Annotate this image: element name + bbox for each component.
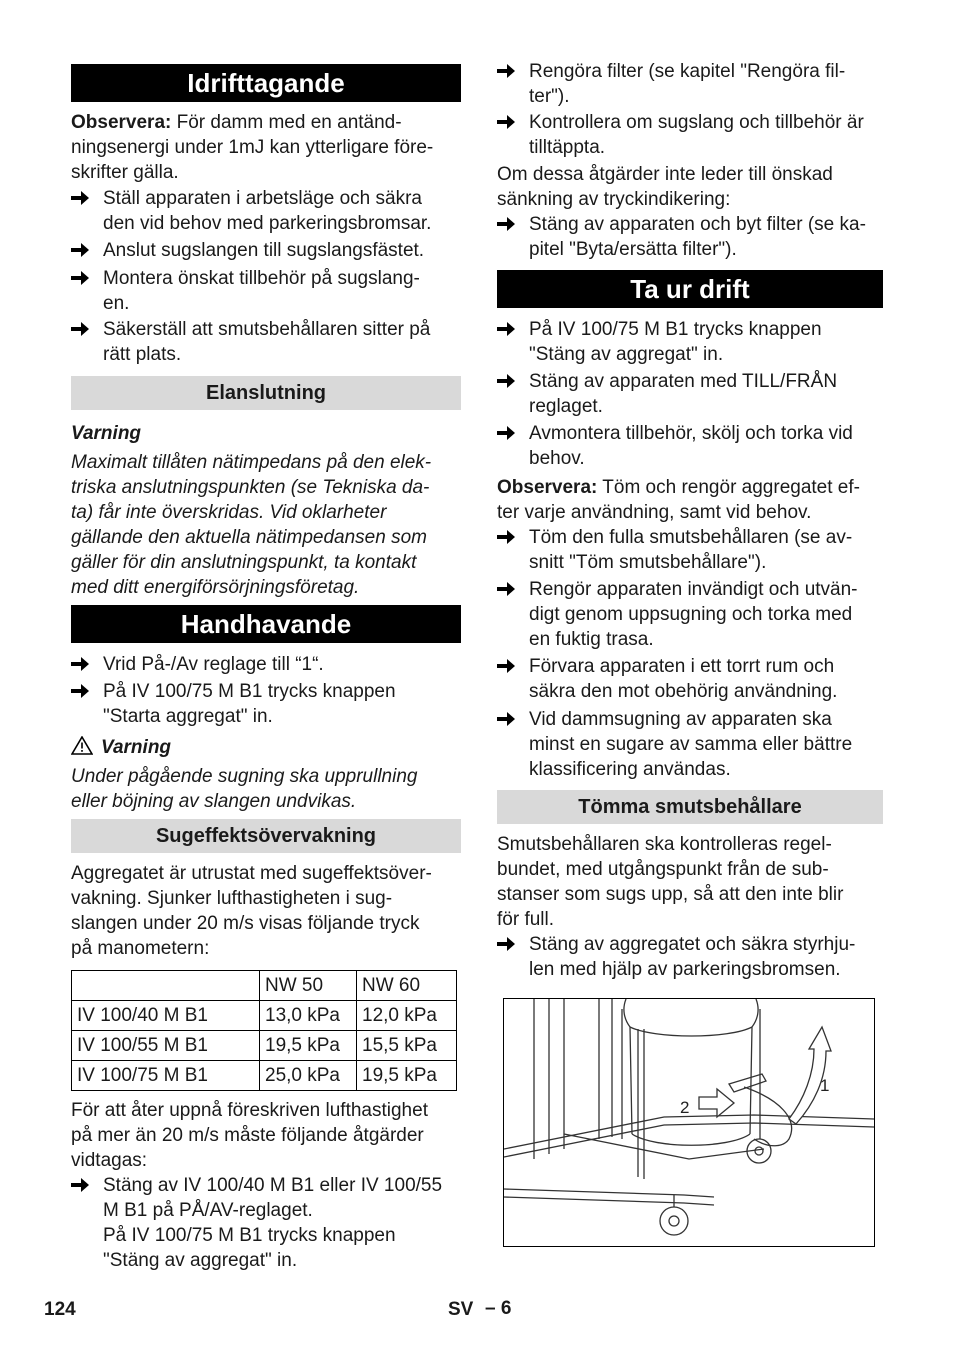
table-header-cell: NW 60 <box>357 971 457 1001</box>
heading-idrifttagande: Idrifttagande <box>71 64 461 102</box>
table-row <box>72 1061 457 1091</box>
list-item <box>497 932 883 982</box>
paragraph-line: Om dessa åtgärder inte leder till önskad <box>497 164 833 185</box>
list-item <box>497 212 883 262</box>
note-paragraph <box>497 475 883 525</box>
arrow-icon <box>497 421 519 440</box>
list-item-line: snitt "Töm smutsbehållare"). <box>529 552 767 573</box>
list-item-line: Stäng av apparaten med TILL/FRÅN <box>529 371 838 392</box>
note-line: Töm och rengör aggregatet ef- <box>597 477 860 498</box>
list-item <box>497 369 883 419</box>
list-item <box>497 421 883 471</box>
note-line: skrifter gälla. <box>71 162 179 183</box>
arrow-icon <box>71 679 93 698</box>
table-cell: 12,0 kPa <box>357 1001 457 1031</box>
paragraph <box>497 162 883 212</box>
arrow-icon <box>497 212 519 231</box>
list-item-line: behov. <box>529 448 585 469</box>
table-header-row <box>72 971 457 1001</box>
language-code: SV <box>448 1299 474 1320</box>
list-item-line: På IV 100/75 M B1 trycks knappen <box>529 319 822 340</box>
list-item-line: den vid behov med parkeringsbromsar. <box>103 213 432 234</box>
paragraph-line: på manometern: <box>71 938 210 959</box>
arrow-icon <box>71 186 93 205</box>
list-item-line: Montera önskat tillbehör på sugslang- <box>103 268 420 289</box>
list-item <box>71 652 461 677</box>
table-cell: 13,0 kPa <box>260 1001 357 1031</box>
warning-line: triska anslutningspunkten (se Tekniska da- <box>71 477 430 498</box>
paragraph-line: bundet, med utgångspunkt från de sub- <box>497 859 829 880</box>
list-item-line: Kontrollera om sugslang och tillbehör är <box>529 112 864 133</box>
warning-line: eller böjning av slangen undvikas. <box>71 791 357 812</box>
list-item-line: "Stäng av aggregat" in. <box>529 344 724 365</box>
paragraph-line: Aggregatet är utrustat med sugeffektsöver- <box>71 863 432 884</box>
section-page: – 6 <box>485 1298 512 1319</box>
table-cell: IV 100/55 M B1 <box>72 1031 260 1061</box>
list-item <box>497 654 883 704</box>
list-item-line: en. <box>103 293 130 314</box>
list-item <box>497 110 883 160</box>
list-item-line: tilltäppta. <box>529 137 606 158</box>
paragraph-line: Smutsbehållaren ska kontrolleras regel- <box>497 834 832 855</box>
list-item-line: M B1 på PÅ/AV-reglaget. <box>103 1200 313 1221</box>
list-item <box>497 707 883 782</box>
arrow-icon <box>71 238 93 257</box>
pressure-table <box>71 970 457 1091</box>
figure-label-1: 1 <box>820 1076 830 1095</box>
paragraph-line: sänkning av tryckindikering: <box>497 189 731 210</box>
warning-line: gäller för din anslutningspunkt, ta kontakt <box>71 552 417 573</box>
list-item <box>497 317 883 367</box>
warning-title <box>71 735 171 760</box>
warning-line: med ditt energiförsörjningsföretag. <box>71 577 360 598</box>
list-item-line: rätt plats. <box>103 344 182 365</box>
table-cell: 19,5 kPa <box>357 1061 457 1091</box>
list-item-line: Förvara apparaten i ett torrt rum och <box>529 656 835 677</box>
warning-triangle-icon <box>71 736 93 755</box>
warning-title-text: Varning <box>101 737 172 758</box>
list-item-line: pitel "Byta/ersätta filter"). <box>529 239 737 260</box>
list-item-line: minst en sugare av samma eller bättre <box>529 734 853 755</box>
list-item-line: Stäng av IV 100/40 M B1 eller IV 100/55 <box>103 1175 443 1196</box>
arrow-icon <box>71 652 93 671</box>
note-label: Observera: <box>71 112 172 133</box>
table-cell: 25,0 kPa <box>260 1061 357 1091</box>
arrow-icon <box>497 59 519 78</box>
list-item-line: Rengöra filter (se kapitel "Rengöra fil- <box>529 61 846 82</box>
arrow-icon <box>497 317 519 336</box>
arrow-icon <box>497 525 519 544</box>
list-item-line: ter"). <box>529 86 570 107</box>
heading-handhavande: Handhavande <box>71 605 461 643</box>
paragraph-line: slangen under 20 m/s visas följande tryck <box>71 913 420 934</box>
list-item-line: Rengör apparaten invändigt och utvän- <box>529 579 858 600</box>
list-item-line: Anslut sugslangen till sugslangsfästet. <box>103 240 425 261</box>
list-item <box>71 186 461 236</box>
table-row <box>72 1031 457 1061</box>
paragraph-line: för full. <box>497 909 555 930</box>
warning-line: Maximalt tillåten nätimpedans på den elek- <box>71 452 432 473</box>
note-paragraph <box>71 110 461 185</box>
list-item-line: Säkerställ att smutsbehållaren sitter på <box>103 319 431 340</box>
table-cell: IV 100/75 M B1 <box>72 1061 260 1091</box>
table-header-cell: NW 50 <box>260 971 357 1001</box>
vacuum-cart-drawing <box>504 999 874 1246</box>
arrow-icon <box>497 932 519 951</box>
list-item-line: Vrid På-/Av reglage till “1“. <box>103 654 324 675</box>
paragraph <box>497 832 883 932</box>
warning-text <box>71 450 461 600</box>
list-item-line: På IV 100/75 M B1 trycks knappen <box>103 1225 396 1246</box>
list-item-line: reglaget. <box>529 396 603 417</box>
page-number: 124 <box>44 1299 76 1320</box>
paragraph-line: på mer än 20 m/s måste följande åtgärder <box>71 1125 424 1146</box>
list-item-line: "Stäng av aggregat" in. <box>103 1250 298 1271</box>
warning-line: ta) får inte överskridas. Vid oklarheter <box>71 502 387 523</box>
paragraph-line: vidtagas: <box>71 1150 148 1171</box>
table-row <box>72 1001 457 1031</box>
list-item-line: klassificering användas. <box>529 759 731 780</box>
list-item-line: en fuktig trasa. <box>529 629 654 650</box>
list-item-line: digt genom uppsugning och torka med <box>529 604 853 625</box>
arrow-icon <box>71 266 93 285</box>
table-header-cell <box>72 971 260 1001</box>
paragraph-line: stanser som sugs upp, så att den inte blir <box>497 884 844 905</box>
warning-text <box>71 764 461 814</box>
arrow-icon <box>497 707 519 726</box>
list-item <box>71 1173 461 1273</box>
table-cell: 19,5 kPa <box>260 1031 357 1061</box>
figure-label-2: 2 <box>680 1098 690 1117</box>
list-item-line: På IV 100/75 M B1 trycks knappen <box>103 681 396 702</box>
paragraph <box>71 861 461 961</box>
vacuum-illustration <box>503 998 875 1247</box>
note-line: För damm med en antänd- <box>171 112 402 133</box>
warning-line: Under pågående sugning ska upprullning <box>71 766 418 787</box>
paragraph <box>71 1098 461 1173</box>
note-line: ter varje användning, samt vid behov. <box>497 502 812 523</box>
list-item-line: Avmontera tillbehör, skölj och torka vid <box>529 423 853 444</box>
heading-tomma-smutsbehallare: Tömma smutsbehållare <box>497 790 883 824</box>
warning-line: gällande den aktuella nätimpedansen som <box>71 527 427 548</box>
arrow-icon <box>497 577 519 596</box>
list-item <box>497 59 883 109</box>
arrow-icon <box>71 1173 93 1192</box>
list-item <box>71 266 461 316</box>
arrow-icon <box>71 317 93 336</box>
heading-ta-ur-drift: Ta ur drift <box>497 270 883 308</box>
note-line: ningsenergi under 1mJ kan ytterligare före- <box>71 137 434 158</box>
list-item-line: Ställ apparaten i arbetsläge och säkra <box>103 188 422 209</box>
paragraph-line: För att åter uppnå föreskriven lufthastighet <box>71 1100 428 1121</box>
list-item <box>71 317 461 367</box>
list-item-line: Töm den fulla smutsbehållaren (se av- <box>529 527 853 548</box>
list-item-line: Stäng av apparaten och byt filter (se ka- <box>529 214 866 235</box>
arrow-icon <box>497 654 519 673</box>
list-item <box>497 525 883 575</box>
table-cell: 15,5 kPa <box>357 1031 457 1061</box>
paragraph-line: vakning. Sjunker lufthastigheten i sug- <box>71 888 393 909</box>
list-item-line: säkra den mot obehörig användning. <box>529 681 838 702</box>
arrow-icon <box>497 369 519 388</box>
list-item-line: len med hjälp av parkeringsbromsen. <box>529 959 841 980</box>
arrow-icon <box>497 110 519 129</box>
warning-title: Varning <box>71 423 142 444</box>
list-item <box>497 577 883 652</box>
table-cell: IV 100/40 M B1 <box>72 1001 260 1031</box>
note-label: Observera: <box>497 477 598 498</box>
list-item <box>71 238 461 263</box>
list-item <box>71 679 461 729</box>
list-item-line: Vid dammsugning av apparaten ska <box>529 709 832 730</box>
heading-elanslutning: Elanslutning <box>71 376 461 410</box>
list-item-line: Stäng av aggregatet och säkra styrhju- <box>529 934 856 955</box>
heading-sugeffektsovervakning: Sugeffektsövervakning <box>71 819 461 853</box>
list-item-line: "Starta aggregat" in. <box>103 706 273 727</box>
